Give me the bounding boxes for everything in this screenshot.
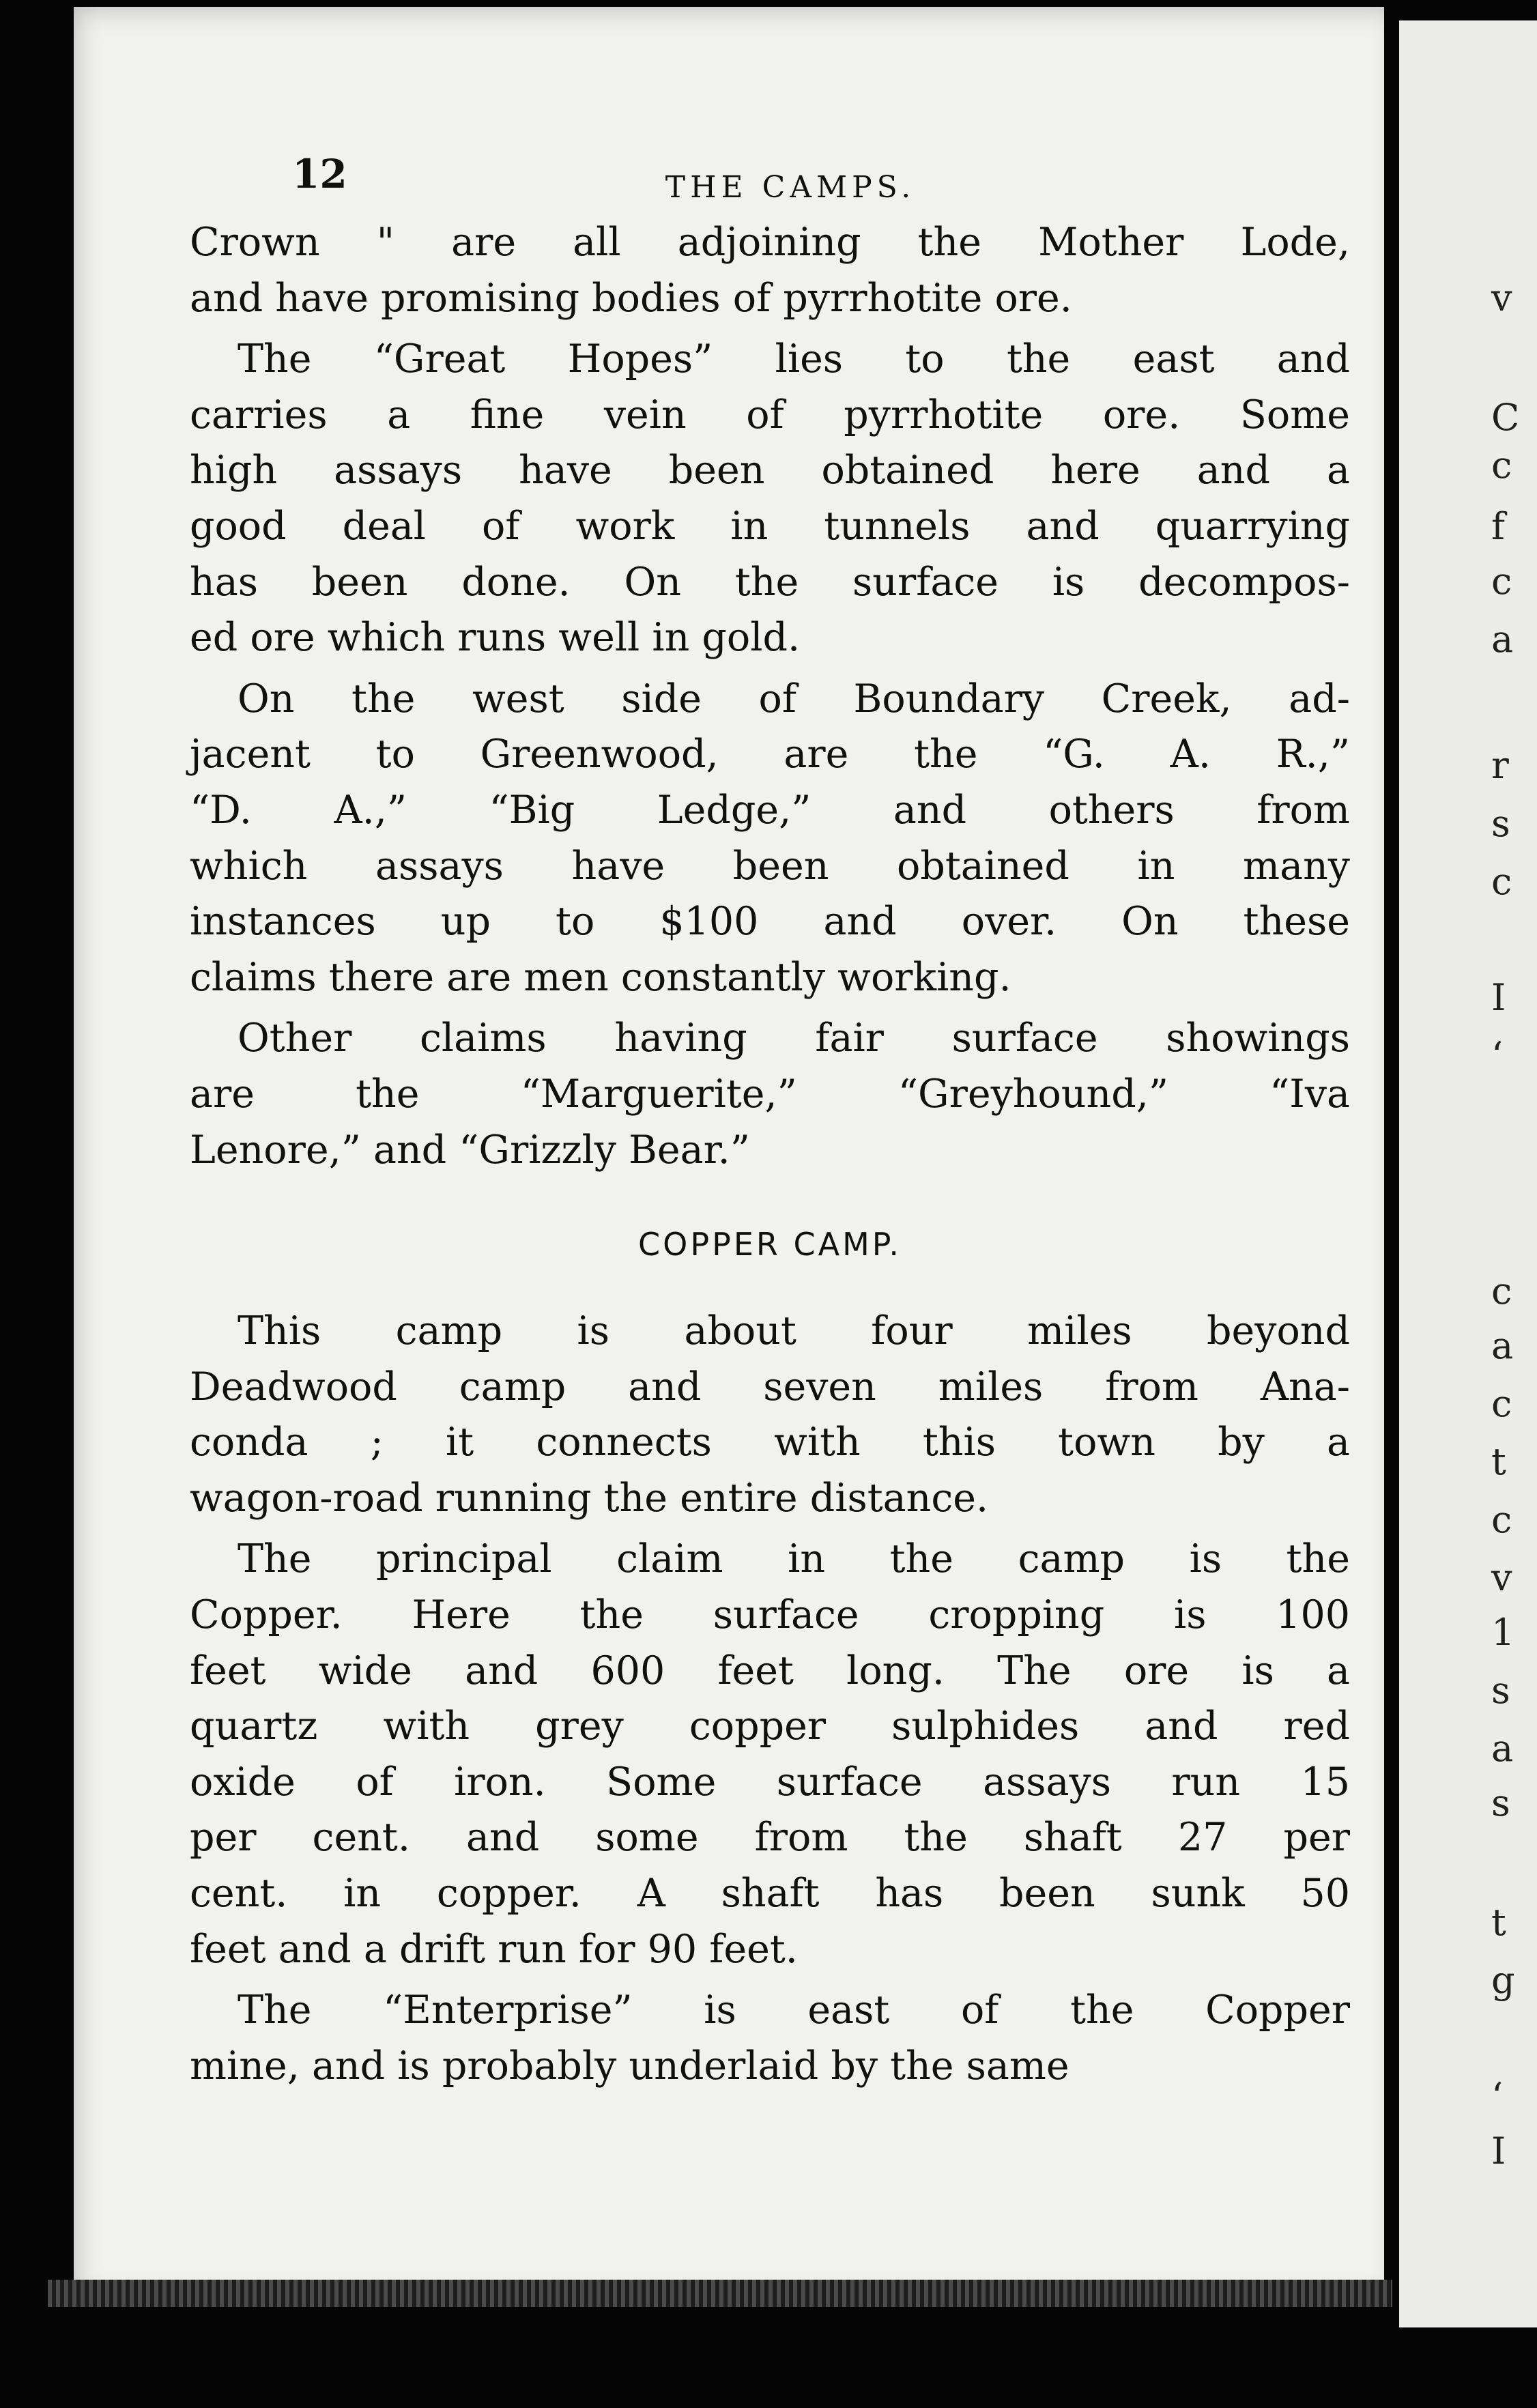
paragraph <box>190 1304 1350 1526</box>
left-page <box>74 7 1399 2300</box>
text-line: has been done. On the surface is decompos- <box>190 559 1350 605</box>
paragraph <box>190 1983 1350 2094</box>
fragment-letter: r <box>1491 744 1509 787</box>
running-head <box>190 147 1350 215</box>
text-line: cent. in copper. A shaft has been sunk 50 <box>190 1871 1350 1917</box>
text-line: high assays have been obtained here and a <box>190 448 1350 493</box>
fragment-letter: v <box>1491 1556 1512 1599</box>
text-line: which assays have been obtained in many <box>190 843 1350 889</box>
text-line: This camp is about four miles beyond <box>238 1308 1350 1354</box>
fragment-letter: c <box>1491 560 1512 603</box>
text-line: quartz with grey copper sulphides and red <box>190 1704 1350 1749</box>
section-heading: COPPER CAMP. <box>638 1226 902 1263</box>
text-line: wagon-road running the entire distance. <box>190 1475 989 1521</box>
fragment-letter: ‘ <box>1491 2075 1504 2118</box>
text-line: “D. A.,” “Big Ledge,” and others from <box>190 787 1350 833</box>
fragment-letter: 1 <box>1491 1611 1515 1654</box>
text-line: are the “Marguerite,” “Greyhound,” “Iva <box>190 1071 1350 1117</box>
fragment-letter: t <box>1491 1901 1506 1944</box>
paragraph <box>190 332 1350 666</box>
fragment-letter: t <box>1491 1440 1506 1483</box>
body-text-top <box>190 215 1350 1178</box>
text-line: The principal claim in the camp is the <box>238 1536 1350 1582</box>
fragment-letter: c <box>1491 1270 1512 1313</box>
text-line: jacent to Greenwood, are the “G. A. R.,” <box>190 732 1350 777</box>
text-line: On the west side of Boundary Creek, ad- <box>238 676 1350 721</box>
fragment-letter: I <box>1491 976 1506 1019</box>
fragment-letter: a <box>1491 1727 1514 1770</box>
fragment-letter: c <box>1491 860 1512 903</box>
text-line: and have promising bodies of pyrrhotite ore. <box>190 275 1072 321</box>
page-edge-band <box>48 2280 1392 2307</box>
fragment-letter: ‘ <box>1491 1034 1504 1077</box>
text-line: ed ore which runs well in gold. <box>190 615 801 661</box>
text-line: mine, and is probably underlaid by the same <box>190 2043 1069 2089</box>
text-line: feet and a drift run for 90 feet. <box>190 1926 798 1972</box>
fragment-letter: s <box>1491 802 1510 845</box>
text-line: instances up to $100 and over. On these <box>190 899 1350 945</box>
text-line: The “Enterprise” is east of the Copper <box>238 1988 1350 2033</box>
paragraph <box>190 1532 1350 1977</box>
fragment-letter: a <box>1491 1324 1514 1367</box>
text-line: good deal of work in tunnels and quarrying <box>190 503 1350 549</box>
facing-page <box>1399 20 1537 2327</box>
text-line: feet wide and 600 feet long. The ore is a <box>190 1648 1350 1693</box>
paragraph <box>190 672 1350 1006</box>
text-line: The “Great Hopes” lies to the east and <box>238 336 1350 382</box>
fragment-letter: f <box>1491 505 1505 548</box>
text-line: oxide of iron. Some surface assays run 15 <box>190 1759 1350 1805</box>
fragment-letter: a <box>1491 618 1514 661</box>
text-line: Crown " are all adjoining the Mother Lode, <box>190 220 1350 265</box>
text-line: carries a fine vein of pyrrhotite ore. Some <box>190 392 1350 438</box>
fragment-letter: v <box>1491 276 1512 319</box>
text-line: Copper. Here the surface cropping is 100 <box>190 1592 1350 1638</box>
text-line: Lenore,” and “Grizzly Bear.” <box>190 1127 750 1173</box>
paragraph <box>190 1011 1350 1178</box>
text-block <box>190 147 1350 2099</box>
body-text-bottom <box>190 1304 1350 2094</box>
fragment-letter: I <box>1491 2130 1506 2173</box>
fragment-letter: C <box>1491 396 1520 439</box>
text-line: Other claims having fair surface showings <box>238 1016 1350 1061</box>
text-line: per cent. and some from the shaft 27 per <box>190 1815 1350 1861</box>
text-line: Deadwood camp and seven miles from Ana- <box>190 1364 1350 1409</box>
fragment-letter: s <box>1491 1781 1510 1824</box>
fragment-letter: c <box>1491 1382 1512 1425</box>
text-line: claims there are men constantly working. <box>190 954 1011 1000</box>
running-title: THE CAMPS. <box>665 170 916 205</box>
fragment-letter: c <box>1491 1498 1512 1541</box>
fragment-letter: c <box>1491 444 1512 487</box>
text-line: conda ; it connects with this town by a <box>190 1420 1350 1465</box>
fragment-letter: s <box>1491 1669 1510 1712</box>
fragment-letter: g <box>1491 1959 1515 2002</box>
page-number: 12 <box>292 151 347 197</box>
paragraph <box>190 215 1350 326</box>
